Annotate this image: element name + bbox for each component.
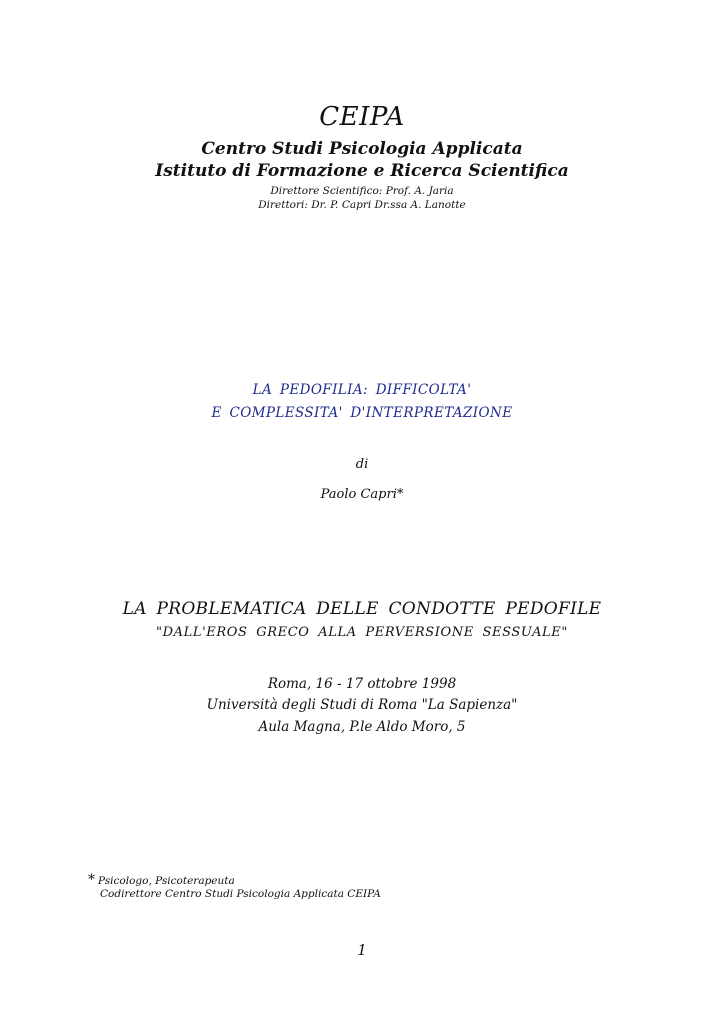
organization-subtitle-2: Istituto di Formazione e Ricerca Scientifica: [155, 161, 569, 181]
footnote-text-1: Psicologo, Psicoterapeuta: [98, 875, 235, 887]
conference-hall: Aula Magna, P.le Aldo Moro, 5: [258, 719, 466, 735]
organization-name: CEIPA: [319, 102, 405, 132]
footnote-line-2: Codirettore Centro Studi Psicologia Applicata CEIPA: [100, 888, 381, 900]
footnote-mark: *: [88, 872, 95, 888]
author-name: Paolo Capri*: [320, 487, 404, 502]
conference-title: LA PROBLEMATICA DELLE CONDOTTE PEDOFILE: [122, 599, 602, 619]
by-label: di: [355, 457, 369, 472]
scientific-director-line: Direttore Scientifico: Prof. A. Jaria: [270, 185, 454, 197]
footnote-line-1: [88, 872, 235, 888]
document-title-line-2: E COMPLESSITA' D'INTERPRETAZIONE: [211, 405, 513, 421]
document-title-line-1: LA PEDOFILIA: DIFFICOLTA': [252, 382, 472, 398]
conference-subtitle: "DALL'EROS GRECO ALLA PERVERSIONE SESSUALE": [156, 625, 568, 640]
organization-subtitle-1: Centro Studi Psicologia Applicata: [201, 139, 523, 159]
conference-university: Università degli Studi di Roma "La Sapienza": [206, 697, 518, 713]
page-number: 1: [357, 941, 367, 959]
conference-date: Roma, 16 - 17 ottobre 1998: [267, 676, 457, 692]
directors-line: Direttori: Dr. P. Capri Dr.ssa A. Lanotte: [258, 199, 466, 211]
